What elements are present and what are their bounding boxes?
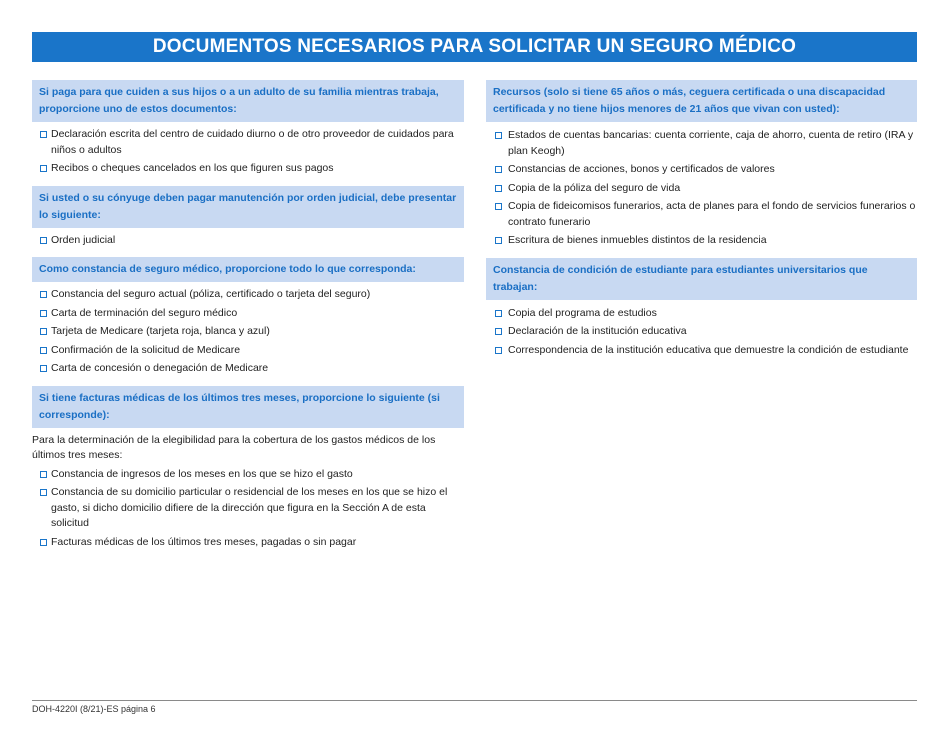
checkbox-icon [40, 489, 47, 496]
left-column [32, 80, 464, 559]
item-label: Confirmación de la solicitud de Medicare [51, 343, 241, 356]
checkbox-icon [495, 347, 502, 354]
checklist [32, 465, 464, 560]
checkbox-icon [40, 347, 47, 354]
item-label: Constancia del seguro actual (póliza, certificado o tarjeta del seguro) [51, 288, 371, 300]
item-label: Declaración escrita del centro de cuidado diurno o de otro proveedor de cuidados para niños o adultos [51, 128, 454, 156]
checklist [486, 300, 917, 368]
section-heading: Constancia de condición de estudiante para estudiantes universitarios que trabajan: [486, 258, 917, 300]
right-column [486, 80, 917, 367]
checklist-item [486, 306, 917, 322]
item-label: Recibos o cheques cancelados en los que figuren sus pagos [51, 162, 334, 174]
item-label: Escritura de bienes inmuebles distintos de la residencia [508, 234, 767, 246]
checkbox-icon [495, 132, 502, 139]
checklist-item [32, 324, 464, 340]
checklist [32, 228, 464, 258]
item-label: Copia de fideicomisos funerarios, acta de planes para el fondo de servicios funerarios o contrato funerario [508, 200, 916, 228]
checkbox-icon [40, 291, 47, 298]
checklist [486, 122, 917, 258]
checklist-item [32, 467, 464, 483]
checklist-item [32, 343, 464, 359]
checklist-item [486, 128, 917, 159]
item-label: Orden judicial [51, 233, 116, 246]
section-heading: Si tiene facturas médicas de los últimos tres meses, proporcione lo siguiente (si corresponde): [32, 386, 464, 428]
checklist-item [486, 162, 917, 178]
item-label: Tarjeta de Medicare (tarjeta roja, blanca y azul) [51, 325, 270, 337]
item-label: Correspondencia de la institución educativa que demuestre la condición de estudiante [508, 343, 909, 356]
checklist-item [32, 287, 464, 303]
form-number: DOH-4220I (8/21)-ES página 6 [32, 704, 156, 714]
item-label: Constancias de acciones, bonos y certificados de valores [508, 163, 775, 175]
checkbox-icon [495, 237, 502, 244]
checkbox-icon [40, 365, 47, 372]
section-heading: Recursos (solo si tiene 65 años o más, ceguera certificada o una discapacidad certificada y no tiene hijos menores de 21 años que vivan con usted): [486, 80, 917, 122]
checkbox-icon [40, 539, 47, 546]
section-resources [486, 80, 917, 258]
checkbox-icon [40, 471, 47, 478]
checklist [32, 282, 464, 386]
section-heading: Como constancia de seguro médico, proporcione todo lo que corresponda: [32, 257, 464, 282]
checklist-item [486, 343, 917, 359]
section-medical-bills [32, 386, 464, 560]
checklist-item [32, 161, 464, 177]
section-heading: Si usted o su cónyuge deben pagar manutención por orden judicial, debe presentar lo siguiente: [32, 186, 464, 228]
checkbox-icon [40, 131, 47, 138]
checklist-item [32, 233, 464, 249]
checkbox-icon [495, 166, 502, 173]
checklist-item [32, 306, 464, 322]
checkbox-icon [495, 203, 502, 210]
page-title: DOCUMENTOS NECESARIOS PARA SOLICITAR UN SEGURO MÉDICO [32, 32, 917, 62]
checkbox-icon [40, 310, 47, 317]
checklist-item [486, 181, 917, 197]
checkbox-icon [40, 328, 47, 335]
item-label: Carta de concesión o denegación de Medicare [51, 362, 269, 374]
item-label: Constancia de ingresos de los meses en los que se hizo el gasto [51, 467, 353, 480]
checkbox-icon [495, 185, 502, 192]
section-child-support [32, 186, 464, 258]
item-label: Copia de la póliza del seguro de vida [508, 181, 681, 194]
checklist [32, 122, 464, 186]
checklist-item [486, 233, 917, 249]
section-health-insurance [32, 257, 464, 386]
checklist-item [32, 535, 464, 551]
checkbox-icon [495, 310, 502, 317]
checkbox-icon [495, 328, 502, 335]
item-label: Carta de terminación del seguro médico [51, 306, 238, 319]
checklist-item [32, 127, 464, 158]
checklist-item [486, 199, 917, 230]
checklist-item [32, 485, 464, 532]
section-child-care [32, 80, 464, 186]
item-label: Estados de cuentas bancarias: cuenta corriente, caja de ahorro, cuenta de retiro (IRA y plan Keogh) [508, 129, 914, 157]
footer-divider [32, 700, 917, 701]
section-intro: Para la determinación de la elegibilidad para la cobertura de los gastos médicos de los últimos tres meses: [32, 433, 436, 461]
checklist-item [486, 324, 917, 340]
item-label: Facturas médicas de los últimos tres meses, pagadas o sin pagar [51, 535, 357, 548]
item-label: Declaración de la institución educativa [508, 325, 687, 337]
item-label: Constancia de su domicilio particular o residencial de los meses en los que se hizo el gasto, si dicho domicilio difiere de la dirección que figura en la Sección A de esta solicitud [51, 486, 448, 529]
checklist-item [32, 361, 464, 377]
section-heading: Si paga para que cuiden a sus hijos o a un adulto de su familia mientras trabaja, proporcione uno de estos documentos: [32, 80, 464, 122]
checkbox-icon [40, 165, 47, 172]
item-label: Copia del programa de estudios [508, 306, 657, 319]
checkbox-icon [40, 237, 47, 244]
section-student-status [486, 258, 917, 368]
